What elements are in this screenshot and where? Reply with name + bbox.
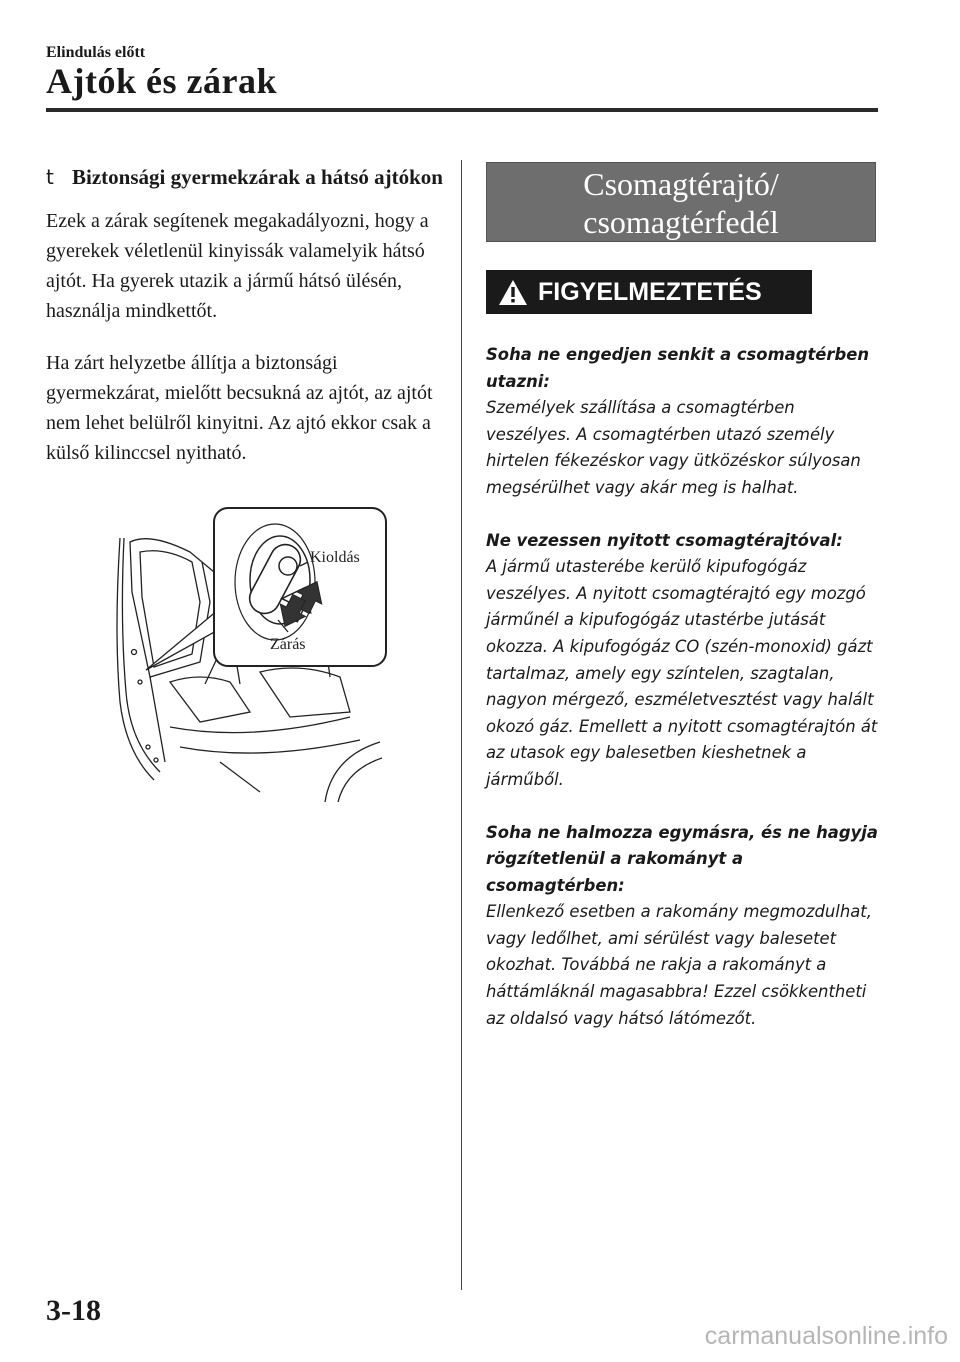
- paragraph: Ha zárt helyzetbe állítja a biztonsági gyermekzárat, mielőtt becsukná az ajtót, az ajtót nem lehet belülről kinyitni. Az ajtó ekkor csak a külső kilinccsel nyitható.: [46, 352, 433, 464]
- warning-list: [486, 342, 878, 1032]
- column-divider: [461, 160, 462, 1290]
- warning-body: Személyek szállítása a csomagtérben veszélyes. A csomagtérben utazó személy hirtelen fékezéskor vagy ütközéskor súlyosan megsérülhet vagy akár meg is halhat.: [486, 398, 861, 497]
- section-heading-text: Biztonsági gyermekzárak a hátsó ajtókon: [72, 165, 443, 189]
- warning-label: FIGYELMEZTETÉS: [538, 277, 762, 306]
- unlock-label: Kioldás: [310, 549, 360, 566]
- warning-body: Ellenkező esetben a rakomány megmozdulhat, vagy ledőlhet, ami sérülést vagy balesetet okozhat. Továbbá ne rakja a rakományt a háttámláknál magasabbra! Ezzel csökkentheti az oldalsó vagy hátsó látómezőt.: [486, 902, 872, 1028]
- banner-line-2: csomagtérfedél: [583, 204, 779, 240]
- right-column: [486, 162, 878, 1032]
- warning-title: Soha ne engedjen senkit a csomagtérben utazni:: [486, 345, 869, 391]
- child-lock-illustration: [110, 502, 400, 802]
- paragraph: Ezek a zárak segítenek megakadályozni, hogy a gyerekek véletlenül kinyissák valamelyik hátsó ajtót. Ha gyerek utazik a jármű hátsó ülésén, használja mindkettőt.: [46, 210, 429, 322]
- lock-label: Zárás: [270, 636, 306, 653]
- watermark: carmanualsonline.info: [704, 1322, 948, 1350]
- warning-body: A jármű utasterébe kerülő kipufogógáz veszélyes. A nyitott csomagtérajtó egy mozgó járműnél a kipufogógáz utastérbe jutását okozza. A kipufogógáz CO (szén-monoxid) gázt tartalmaz, amely egy színtelen, szagtalan, nagyon mérgező, eszméletvesztést vagy halált okozó gáz. Emellett a nyitott csomagtérajtón át az utasok egy balesetben kieshetnek a járműből.: [486, 557, 878, 789]
- section-label: Elindulás előtt: [46, 44, 146, 61]
- section-banner: [486, 162, 876, 242]
- left-column: [46, 162, 446, 468]
- warning-item: [486, 342, 878, 502]
- page-number: 3-18: [46, 1294, 101, 1327]
- warning-triangle-icon: [498, 279, 528, 306]
- warning-header: [486, 270, 812, 314]
- banner-line-1: Csomagtérajtó/: [583, 166, 779, 202]
- header-rule: [46, 108, 878, 112]
- warning-title: Ne vezessen nyitott csomagtérajtóval:: [486, 530, 843, 550]
- warning-item: [486, 528, 878, 794]
- warning-item: [486, 820, 878, 1033]
- section-heading: [46, 162, 446, 192]
- bullet-glyph: t: [46, 165, 54, 189]
- warning-title: Soha ne halmozza egymásra, és ne hagyja rögzítetlenül a rakományt a csomagtérben:: [486, 822, 878, 895]
- page-title: Ajtók és zárak: [46, 61, 277, 101]
